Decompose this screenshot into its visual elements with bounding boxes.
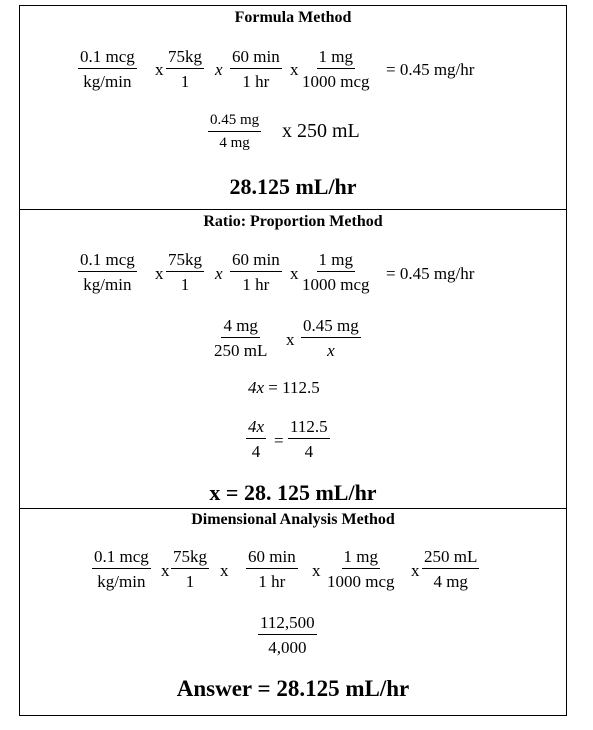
multiply-sign: x <box>290 264 299 283</box>
multiply-sign: x <box>215 60 223 79</box>
section-title-formula: Formula Method <box>234 9 352 26</box>
multiply-sign: x <box>286 330 295 349</box>
fraction: 0.1 mcg kg/min <box>80 47 135 91</box>
multiply-sign: x <box>155 60 164 79</box>
fraction: $\frac{0.45 mg}{x}$ <box>303 316 359 360</box>
fraction: $\frac{4 mg}{250 mL}$ <box>214 316 268 360</box>
answer-formula: 28.125 mL/hr <box>229 174 357 199</box>
fraction: $\frac{112.5}{4}$ <box>290 417 328 461</box>
equals-sign: = <box>274 431 284 450</box>
fraction: 0.1 mcg kg/min <box>94 547 149 591</box>
calculation-table <box>19 5 567 716</box>
result-text: = 0.45 mg/hr <box>386 60 475 79</box>
fraction: 0.1 mcg kg/min <box>80 250 135 294</box>
multiply-volume-text: x 250 mL <box>282 120 360 142</box>
multiply-sign: x <box>155 264 164 283</box>
multiply-sign: x <box>411 561 420 580</box>
result-text: = 0.45 mg/hr <box>386 264 475 283</box>
section-title-dimensional: Dimensional Analysis Method <box>191 511 395 528</box>
fraction: $\frac{4x}{4}$ <box>248 417 265 461</box>
multiply-sign: x <box>161 561 170 580</box>
multiply-sign: x <box>312 561 321 580</box>
multiply-sign: x <box>220 561 229 580</box>
section-title-ratio: Ratio: Proportion Method <box>203 213 383 230</box>
fraction: $\frac{75kg}{1}$ <box>168 250 202 294</box>
answer-ratio: x = 28. 125 mL/hr <box>209 480 377 505</box>
fraction: $\frac{75kg}{1}$ <box>168 47 202 91</box>
divider <box>20 508 566 509</box>
fraction: $\frac{0.45 mg}{4 mg}$ <box>210 112 260 151</box>
equation-line: 4x = 112.5 <box>248 378 320 397</box>
divider <box>20 209 566 210</box>
fraction: 1 mg 1000 mcg <box>302 47 370 91</box>
multiply-sign: x <box>290 60 299 79</box>
answer-dimensional: Answer = 28.125 mL/hr <box>176 676 410 701</box>
fraction: $\frac{112,500}{4,000}$ <box>260 613 315 657</box>
multiply-sign: x <box>215 264 223 283</box>
fraction: $\frac{250 mL}{4 mg}$ <box>424 547 478 591</box>
fraction: 60 min 1 hr <box>232 47 280 91</box>
fraction: $\frac{75kg}{1}$ <box>173 547 207 591</box>
fraction: 1 mg 1000 mcg <box>327 547 395 591</box>
fraction: 1 mg 1000 mcg <box>302 250 370 294</box>
fraction: 60 min 1 hr <box>232 250 280 294</box>
fraction: 60 min 1 hr <box>248 547 296 591</box>
